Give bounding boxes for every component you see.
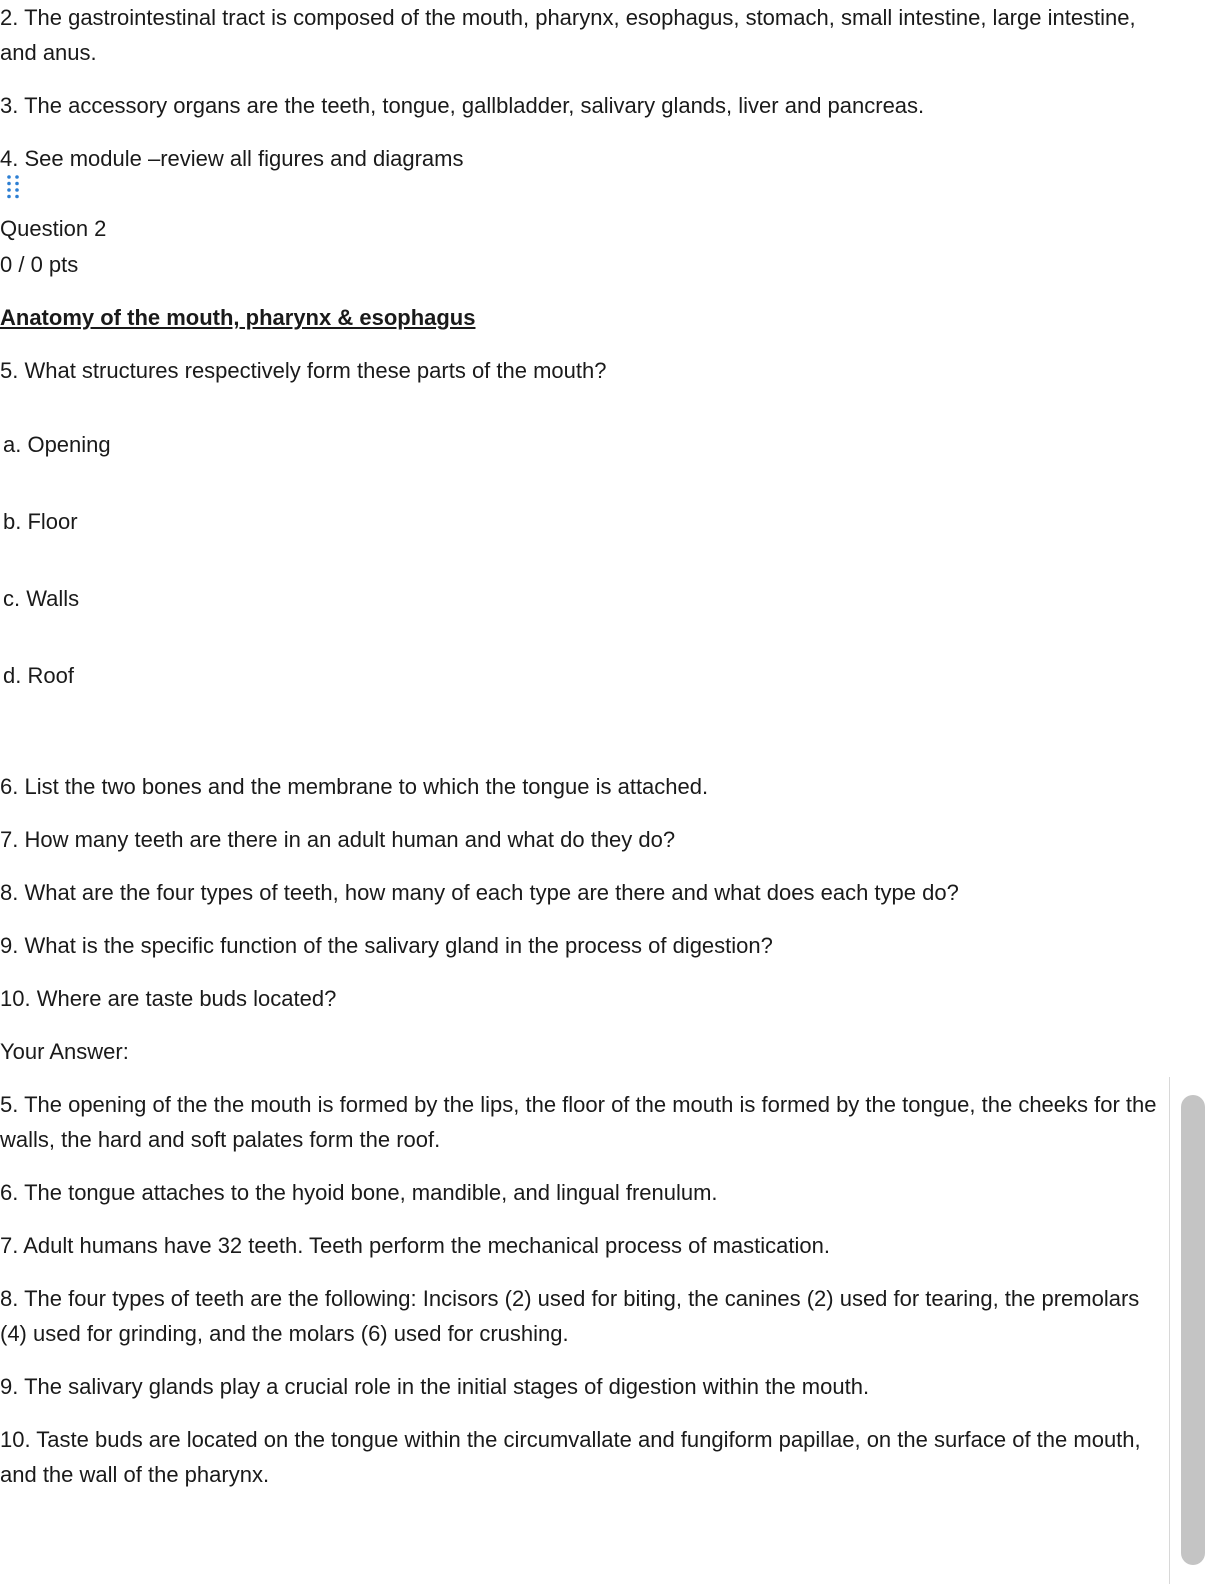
answer-6: 6. The tongue attaches to the hyoid bone, mandible, and lingual frenulum.	[0, 1180, 718, 1205]
previous-answer-3: 3. The accessory organs are the teeth, tongue, gallbladder, salivary glands, liver and pancreas.	[0, 93, 925, 118]
sub-item-roof: d. Roof	[3, 663, 74, 688]
question-points: 0 / 0 pts	[0, 252, 79, 277]
question-7: 7. How many teeth are there in an adult human and what do they do?	[0, 827, 676, 852]
scrollbar-track[interactable]	[1169, 1077, 1224, 1584]
previous-answer-4: 4. See module –review all figures and diagrams	[0, 146, 464, 171]
question-8: 8. What are the four types of teeth, how many of each type are there and what does each type do?	[0, 880, 959, 905]
drag-handle-icon[interactable]	[6, 173, 20, 203]
answer-9: 9. The salivary glands play a crucial role in the initial stages of digestion within the mouth.	[0, 1374, 870, 1399]
answer-8: 8. The four types of teeth are the following: Incisors (2) used for biting, the canines (2) used for tearing, the premolars (4) used for grinding, and the molars (6) used for crushing.	[0, 1286, 1140, 1346]
sub-item-opening: a. Opening	[3, 432, 111, 457]
scrollbar-thumb[interactable]	[1181, 1095, 1205, 1565]
answer-5: 5. The opening of the the mouth is formed by the lips, the floor of the mouth is formed by the tongue, the cheeks for the walls, the hard and soft palates form the roof.	[0, 1092, 1157, 1152]
question-6: 6. List the two bones and the membrane to which the tongue is attached.	[0, 774, 709, 799]
answer-7: 7. Adult humans have 32 teeth. Teeth perform the mechanical process of mastication.	[0, 1233, 830, 1258]
your-answer-label: Your Answer:	[0, 1039, 129, 1064]
question-10: 10. Where are taste buds located?	[0, 986, 337, 1011]
question-9: 9. What is the specific function of the salivary gland in the process of digestion?	[0, 933, 773, 958]
question-5: 5. What structures respectively form these parts of the mouth?	[0, 358, 607, 383]
previous-answer-2: 2. The gastrointestinal tract is composed of the mouth, pharynx, esophagus, stomach, small intestine, large intestine, and anus.	[0, 5, 1136, 65]
answer-10: 10. Taste buds are located on the tongue within the circumvallate and fungiform papillae, on the surface of the mouth, and the wall of the pharynx.	[0, 1427, 1141, 1487]
answer-text	[0, 1087, 1165, 1510]
sub-item-floor: b. Floor	[3, 509, 78, 534]
sub-item-walls: c. Walls	[3, 586, 80, 611]
section-title: Anatomy of the mouth, pharynx & esophagus	[0, 305, 476, 330]
question-title: Question 2	[0, 216, 107, 241]
answer-area	[0, 1087, 1224, 1584]
